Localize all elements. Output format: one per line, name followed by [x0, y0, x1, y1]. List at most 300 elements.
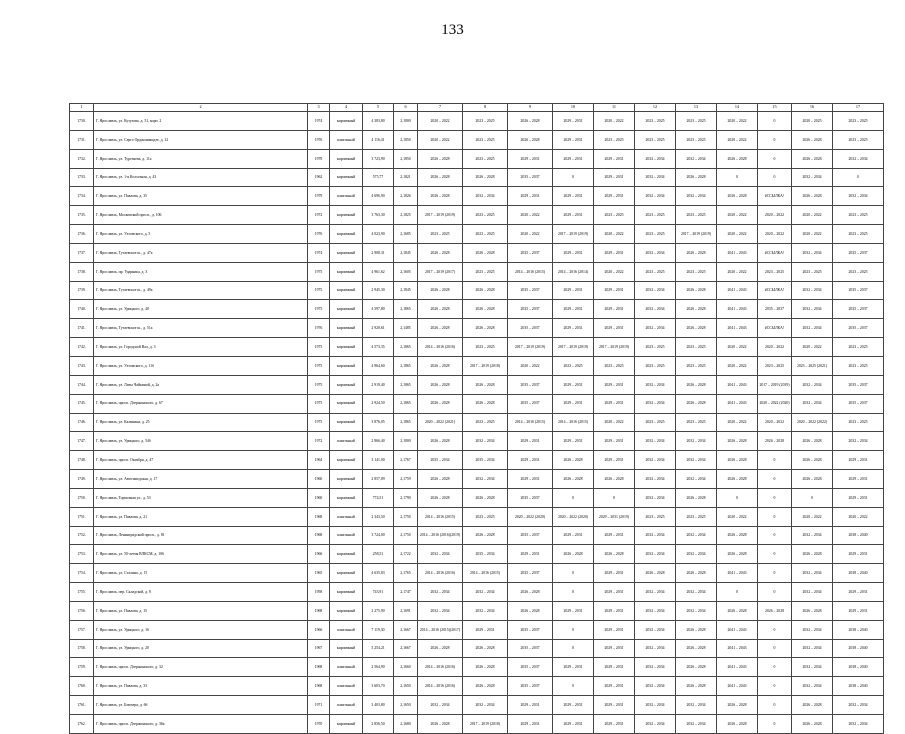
table-cell-9: 2029 – 2031	[508, 187, 553, 206]
table-cell-14: 2026 – 2028	[717, 470, 758, 489]
table-cell-7: 2032 – 2034	[418, 601, 463, 620]
table-cell-3: 1972	[308, 432, 330, 451]
table-cell-9: 2014 – 2016 (2015)	[508, 262, 553, 281]
table-cell-11: 2029 – 2031 (2019)	[594, 507, 635, 526]
table-cell-14: 2020 – 2022	[717, 356, 758, 375]
table-cell-15: 0	[758, 168, 792, 187]
table-cell-9: 2026 – 2028	[508, 130, 553, 149]
table-cell-1: 1737.	[70, 243, 94, 262]
header-cell-15: 15	[758, 104, 792, 112]
table-cell-7: 2026 – 2028	[418, 300, 463, 319]
table-cell-1: 1753.	[70, 545, 94, 564]
table-cell-3: 1966	[308, 545, 330, 564]
table-cell-8: 2023 – 2025	[463, 130, 508, 149]
table-row	[70, 696, 884, 715]
table-cell-14: 2041 – 2043	[717, 394, 758, 413]
table-row	[70, 507, 884, 526]
table-cell-13: 2032 – 2034	[676, 432, 717, 451]
table-cell-12: 2023 – 2025	[635, 338, 676, 357]
table-row	[70, 356, 884, 375]
table-cell-13: 2026 – 2028	[676, 639, 717, 658]
table-cell-7: 2020 – 2022 (2021)	[418, 413, 463, 432]
table-cell-6: 2,1750	[394, 507, 418, 526]
table-cell-10: 2026 – 2028	[553, 451, 594, 470]
table-cell-12: 2023 – 2025	[635, 507, 676, 526]
table-row	[70, 620, 884, 639]
table-cell-4: панельный	[330, 432, 363, 451]
table-cell-13: 2032 – 2034	[676, 583, 717, 602]
table-cell-13: 2032 – 2034	[676, 526, 717, 545]
table-row	[70, 545, 884, 564]
table-cell-15: 0	[758, 658, 792, 677]
table-cell-2: Г. Ярославль, Московский просп., д. 106	[94, 206, 308, 225]
table-cell-12: 2023 – 2025	[635, 130, 676, 149]
table-cell-17: 2032 – 2034	[833, 187, 884, 206]
table-cell-15: 2020 – 2022	[758, 206, 792, 225]
header-cell-11: 11	[594, 104, 635, 112]
table-cell-12: 2026 – 2028	[635, 564, 676, 583]
table-cell-16: 2026 – 2028	[792, 696, 833, 715]
table-cell-4: кирпичный	[330, 112, 363, 131]
table-cell-2: Г. Ярославль, ул. 50-летия ВЛКСМ, д. 106	[94, 545, 308, 564]
table-cell-12: 2032 – 2034	[635, 281, 676, 300]
table-cell-8: 2026 – 2028	[463, 677, 508, 696]
header-cell-12: 12	[635, 104, 676, 112]
table-cell-4: панельный	[330, 677, 363, 696]
table-cell-3: 1962	[308, 168, 330, 187]
table-cell-8: 2023 – 2025	[463, 225, 508, 244]
table-cell-15: 0	[758, 526, 792, 545]
table-cell-3: 1976	[308, 319, 330, 338]
table-row	[70, 583, 884, 602]
table-cell-13: 2023 – 2025	[676, 413, 717, 432]
table-cell-12: 2032 – 2034	[635, 677, 676, 696]
table-cell-7: 2026 – 2028	[418, 168, 463, 187]
table-cell-17: 2038 – 2040	[833, 658, 884, 677]
table-cell-7: 2032 – 2034	[418, 696, 463, 715]
table-cell-9: 2029 – 2031	[508, 470, 553, 489]
table-row	[70, 206, 884, 225]
table-cell-12: 2032 – 2034	[635, 526, 676, 545]
table-cell-3: 1965	[308, 564, 330, 583]
table-cell-7: 2026 – 2028	[418, 319, 463, 338]
table-cell-7: 2014 – 2016 (2016)	[418, 338, 463, 357]
table-cell-16: 2023 – 2025	[792, 262, 833, 281]
table-row	[70, 112, 884, 131]
table-cell-14: 2041 – 2043	[717, 319, 758, 338]
table-cell-16: 2032 – 2034	[792, 639, 833, 658]
table-cell-2: Г. Ярославль, ул. Калинина, д. 25	[94, 413, 308, 432]
table-cell-9: 2035 – 2037	[508, 639, 553, 658]
table-cell-16: 0	[792, 488, 833, 507]
table-body	[70, 104, 884, 734]
table-cell-1: 1751.	[70, 507, 94, 526]
table-cell-11: 2020 – 2022	[594, 262, 635, 281]
table-cell-11: 2023 – 2025	[594, 130, 635, 149]
table-cell-12: 2023 – 2025	[635, 413, 676, 432]
table-cell-11: 2026 – 2028	[594, 470, 635, 489]
table-cell-13: 2026 – 2028	[676, 243, 717, 262]
table-cell-6: 2,1660	[394, 658, 418, 677]
table-cell-2: Г. Ярославль, ул. Урицкого, д. 54б	[94, 432, 308, 451]
header-cell-4: 4	[330, 104, 363, 112]
table-cell-15: 0	[758, 112, 792, 131]
table-cell-12: 2032 – 2034	[635, 620, 676, 639]
table-cell-13: 2023 – 2025	[676, 507, 717, 526]
table-cell-1: 1740.	[70, 300, 94, 319]
table-cell-8: 2032 – 2034	[463, 601, 508, 620]
table-cell-3: 1972	[308, 206, 330, 225]
table-cell-14: 2041 – 2043	[717, 639, 758, 658]
table-cell-4: кирпичный	[330, 564, 363, 583]
table-cell-14: 0	[717, 488, 758, 507]
table-cell-16: 2032 – 2034	[792, 394, 833, 413]
table-cell-4: кирпичный	[330, 583, 363, 602]
table-cell-14: 2020 – 2022	[717, 338, 758, 357]
table-cell-17: 2032 – 2034	[833, 715, 884, 734]
table-cell-12: 2032 – 2034	[635, 432, 676, 451]
table-cell-8: 2035 – 2034	[463, 545, 508, 564]
table-cell-8: 2026 – 2028	[463, 300, 508, 319]
table-cell-8: 2017 – 2019 (2018)	[463, 356, 508, 375]
table-cell-6: 2,1865	[394, 394, 418, 413]
table-cell-13: 2032 – 2034	[676, 601, 717, 620]
table-cell-6: 2,1605	[394, 262, 418, 281]
table-cell-7: 2026 – 2028	[418, 394, 463, 413]
table-cell-12: 2032 – 2034	[635, 187, 676, 206]
table-cell-4: кирпичный	[330, 281, 363, 300]
table-cell-5: 3 141,00	[363, 451, 394, 470]
table-cell-11: 2029 – 2031	[594, 168, 635, 187]
header-cell-6: 6	[394, 104, 418, 112]
table-cell-16: 2032 – 2034	[792, 564, 833, 583]
table-cell-15: 0	[758, 470, 792, 489]
table-cell-14: 2041 – 2043	[717, 300, 758, 319]
table-cell-9: 2035 – 2037	[508, 281, 553, 300]
table-cell-15: 2023 – 2025	[758, 262, 792, 281]
header-cell-3: 3	[308, 104, 330, 112]
table-cell-5: 4 573,35	[363, 338, 394, 357]
table-cell-1: 1760.	[70, 677, 94, 696]
table-cell-7: 2023 – 2025	[418, 225, 463, 244]
table-cell-8: 2026 – 2028	[463, 281, 508, 300]
table-cell-7: 2026 – 2028	[418, 488, 463, 507]
table-cell-11: 2026 – 2028	[594, 545, 635, 564]
table-cell-10: 2029 – 2031	[553, 715, 594, 734]
table-cell-8: 2023 – 2025	[463, 112, 508, 131]
table-cell-3: 1975	[308, 375, 330, 394]
table-cell-8: 2014 – 2016 (2015)	[463, 564, 508, 583]
table-cell-13: 2032 – 2034	[676, 696, 717, 715]
table-cell-2: Г. Ярославль, Тутаевское ш., д. 47а	[94, 243, 308, 262]
table-cell-17: 2035 – 2037	[833, 375, 884, 394]
table-cell-6: 2,1825	[394, 206, 418, 225]
table-cell-10: 2029 – 2031	[553, 658, 594, 677]
table-cell-12: 2032 – 2034	[635, 168, 676, 187]
table-row	[70, 338, 884, 357]
table-cell-5: 3 603,70	[363, 677, 394, 696]
table-cell-17: 2038 – 2040	[833, 639, 884, 658]
table-cell-4: кирпичный	[330, 639, 363, 658]
table-cell-15: 2020 – 2022	[758, 338, 792, 357]
table-cell-5: 258,51	[363, 545, 394, 564]
table-cell-10: 2029 – 2031	[553, 243, 594, 262]
table-cell-5: 4 696,90	[363, 187, 394, 206]
table-row	[70, 432, 884, 451]
table-cell-17: 2020 – 2022	[833, 507, 884, 526]
table-row	[70, 639, 884, 658]
table-cell-2: Г. Ярославль, Ленинградский просп., д. 81	[94, 526, 308, 545]
table-cell-16: 2020 – 2022 (2022)	[792, 413, 833, 432]
table-cell-5: 4 964,60	[363, 356, 394, 375]
table-cell-3: 1966	[308, 620, 330, 639]
table-cell-14: 2020 – 2022	[717, 112, 758, 131]
table-cell-11: 0	[594, 488, 635, 507]
table-row	[70, 262, 884, 281]
table-cell-14: 2041 – 2043	[717, 677, 758, 696]
table-cell-14: 2041 – 2043	[717, 375, 758, 394]
table-cell-9: 2029 – 2031	[508, 451, 553, 470]
table-cell-10: 0	[553, 488, 594, 507]
table-cell-4: панельный	[330, 526, 363, 545]
table-cell-3: 1960	[308, 488, 330, 507]
table-cell-13: 2032 – 2034	[676, 715, 717, 734]
table-cell-4: кирпичный	[330, 394, 363, 413]
table-cell-10: 2017 – 2019 (2019)	[553, 338, 594, 357]
table-cell-5: 3 876,05	[363, 413, 394, 432]
table-cell-7: 2017 – 2019 (2019)	[418, 206, 463, 225]
table-cell-17: 2029 – 2031	[833, 470, 884, 489]
header-cell-14: 14	[717, 104, 758, 112]
table-cell-13: 2026 – 2028	[676, 375, 717, 394]
table-cell-13: 2026 – 2028	[676, 620, 717, 639]
table-cell-8: 2026 – 2028	[463, 168, 508, 187]
table-cell-11: 2029 – 2031	[594, 187, 635, 206]
header-cell-7: 7	[418, 104, 463, 112]
table-cell-9: 2017 – 2019 (2019)	[508, 338, 553, 357]
table-cell-6: 2,1685	[394, 225, 418, 244]
table-cell-9: 2014 – 2016 (2015)	[508, 413, 553, 432]
table-cell-14: 2026 – 2028	[717, 601, 758, 620]
table-cell-1: 1741.	[70, 319, 94, 338]
table-cell-6: 2,1865	[394, 375, 418, 394]
table-cell-12: 2032 – 2034	[635, 658, 676, 677]
table-cell-13: 2032 – 2034	[676, 545, 717, 564]
table-cell-12: 2032 – 2034	[635, 601, 676, 620]
table-cell-10: 2029 – 2031	[553, 375, 594, 394]
table-cell-5: 4 023,90	[363, 225, 394, 244]
table-cell-14: 0	[717, 583, 758, 602]
table-cell-8: 2023 – 2025	[463, 507, 508, 526]
table-cell-11: 2029 – 2031	[594, 526, 635, 545]
table-cell-7: 2026 – 2028	[418, 715, 463, 734]
table-cell-12: 2032 – 2034	[635, 470, 676, 489]
table-cell-7: 2026 – 2028	[418, 432, 463, 451]
table-cell-3: 1976	[308, 130, 330, 149]
table-cell-17: 2029 – 2031	[833, 488, 884, 507]
table-cell-4: кирпичный	[330, 300, 363, 319]
table-cell-4: кирпичный	[330, 243, 363, 262]
table-cell-6: 2,1845	[394, 281, 418, 300]
table-row	[70, 526, 884, 545]
table-cell-11: 2029 – 2031	[594, 601, 635, 620]
table-cell-2: Г. Ярославль, ул. Ухтомского, д. 11б	[94, 356, 308, 375]
table-cell-10: 0	[553, 639, 594, 658]
table-cell-9: 2020 – 2022 (2020)	[508, 507, 553, 526]
table-cell-7: 2014 – 2016 (2015)(2017)	[418, 620, 463, 639]
table-cell-6: 2,1765	[394, 564, 418, 583]
table-cell-9: 2026 – 2028	[508, 583, 553, 602]
registry-table	[69, 103, 884, 734]
table-cell-14: 2026 – 2028	[717, 149, 758, 168]
table-cell-4: кирпичный	[330, 470, 363, 489]
table-cell-2: Г. Ярославль, Тутаевское ш., д. 49а	[94, 281, 308, 300]
table-cell-16: 2026 – 2028	[792, 601, 833, 620]
table-cell-1: 1733.	[70, 168, 94, 187]
table-cell-12: 2032 – 2034	[635, 394, 676, 413]
table-cell-1: 1759.	[70, 658, 94, 677]
table-row	[70, 658, 884, 677]
table-cell-15: 0	[758, 488, 792, 507]
table-cell-9: 2035 – 2037	[508, 488, 553, 507]
table-cell-11: 2017 – 2019 (2019)	[594, 338, 635, 357]
table-cell-1: 1749.	[70, 470, 94, 489]
table-cell-3: 1975	[308, 338, 330, 357]
table-cell-10: 2029 – 2031	[553, 112, 594, 131]
table-cell-5: 3 724,00	[363, 526, 394, 545]
table-cell-10: 2029 – 2031	[553, 187, 594, 206]
table-cell-4: кирпичный	[330, 413, 363, 432]
table-cell-5: 4 635,83	[363, 564, 394, 583]
table-cell-6: 2,1750	[394, 526, 418, 545]
table-cell-4: кирпичный	[330, 149, 363, 168]
table-cell-6: 2,1767	[394, 451, 418, 470]
table-cell-6: 2,1722	[394, 545, 418, 564]
table-cell-12: 2032 – 2034	[635, 583, 676, 602]
table-cell-10: 0	[553, 583, 594, 602]
table-cell-2: Г. Ярославль, ул. Павлова, д. 21	[94, 507, 308, 526]
table-cell-14: 2041 – 2043	[717, 658, 758, 677]
table-cell-10: 2020 – 2022 (2020)	[553, 507, 594, 526]
table-cell-3: 1975	[308, 356, 330, 375]
table-cell-1: 1735.	[70, 206, 94, 225]
table-cell-3: 1968	[308, 677, 330, 696]
table-cell-17: 2032 – 2034	[833, 696, 884, 715]
table-cell-1: 1732.	[70, 149, 94, 168]
table-cell-16: 2020 – 2025	[792, 112, 833, 131]
table-cell-1: 1734.	[70, 187, 94, 206]
table-cell-15: 0	[758, 545, 792, 564]
table-cell-15: #ССЫЛКА!	[758, 281, 792, 300]
table-cell-7: 2026 – 2028	[418, 243, 463, 262]
table-cell-13: 2026 – 2028	[676, 319, 717, 338]
table-cell-14: 2026 – 2028	[717, 545, 758, 564]
table-cell-5: 774,51	[363, 488, 394, 507]
header-cell-1: 1	[70, 104, 94, 112]
table-cell-5: 2 924,50	[363, 394, 394, 413]
table-cell-14: 2041 – 2043	[717, 564, 758, 583]
table-cell-8: 2026 – 2028	[463, 639, 508, 658]
table-row	[70, 168, 884, 187]
table-cell-2: Г. Ярославль, Тормозная ул., д. 53	[94, 488, 308, 507]
table-cell-11: 2020 – 2022	[594, 413, 635, 432]
table-cell-11: 2023 – 2025	[594, 206, 635, 225]
table-cell-6: 2,1650	[394, 696, 418, 715]
table-cell-13: 2026 – 2028	[676, 564, 717, 583]
table-cell-16: 2032 – 2034	[792, 319, 833, 338]
table-cell-9: 2035 – 2037	[508, 564, 553, 583]
table-cell-8: 2017 – 2019 (2018)	[463, 715, 508, 734]
table-cell-13: 2032 – 2034	[676, 187, 717, 206]
table-cell-1: 1739.	[70, 281, 94, 300]
table-cell-13: 2026 – 2028	[676, 677, 717, 696]
table-cell-6: 2,1667	[394, 620, 418, 639]
table-cell-8: 2032 – 2034	[463, 187, 508, 206]
table-cell-15: #ССЫЛКА!	[758, 187, 792, 206]
table-cell-17: 2023 – 2025	[833, 206, 884, 225]
table-cell-9: 2029 – 2031	[508, 696, 553, 715]
table-cell-1: 1731.	[70, 130, 94, 149]
table-cell-7: 2026 – 2028	[418, 639, 463, 658]
table-cell-13: 2026 – 2028	[676, 281, 717, 300]
table-cell-5: 4 383,80	[363, 112, 394, 131]
table-cell-5: 2 275,90	[363, 601, 394, 620]
header-cell-8: 8	[463, 104, 508, 112]
table-cell-16: 2026 – 2028	[792, 451, 833, 470]
table-cell-15: 2023 – 2025	[758, 356, 792, 375]
table-cell-5: 4 597,80	[363, 300, 394, 319]
table-cell-6: 2,1485	[394, 319, 418, 338]
table-cell-2: Г. Ярославль, Тутаевское ш., д. 51а	[94, 319, 308, 338]
table-cell-9: 2035 – 2037	[508, 300, 553, 319]
header-cell-13: 13	[676, 104, 717, 112]
table-cell-7: 2032 – 2034	[418, 545, 463, 564]
table-cell-2: Г. Ярославль, ул. Павлова, д. 15	[94, 601, 308, 620]
table-cell-3: 1971	[308, 696, 330, 715]
header-cell-5: 5	[363, 104, 394, 112]
table-cell-8: 2026 – 2028	[463, 394, 508, 413]
table-cell-15: 2020 – 2022	[758, 225, 792, 244]
table-cell-3: 1958	[308, 583, 330, 602]
table-cell-4: кирпичный	[330, 262, 363, 281]
table-cell-4: кирпичный	[330, 225, 363, 244]
table-cell-11: 2029 – 2031	[594, 300, 635, 319]
table-cell-9: 2020 – 2022	[508, 206, 553, 225]
table-cell-3: 1979	[308, 187, 330, 206]
table-cell-14: 2020 – 2022	[717, 225, 758, 244]
table-row	[70, 243, 884, 262]
header-cell-9: 9	[508, 104, 553, 112]
table-cell-15: #ССЫЛКА!	[758, 319, 792, 338]
table-cell-14: 2026 – 2028	[717, 187, 758, 206]
table-cell-16: 2032 – 2034	[792, 620, 833, 639]
header-cell-16: 16	[792, 104, 833, 112]
table-cell-16: 2026 – 2028	[792, 149, 833, 168]
table-cell-12: 2023 – 2025	[635, 262, 676, 281]
table-cell-8: 2023 – 2025	[463, 338, 508, 357]
table-cell-15: 0	[758, 715, 792, 734]
table-cell-17: 2023 – 2025	[833, 262, 884, 281]
table-cell-6: 2,1850	[394, 149, 418, 168]
table-cell-1: 1743.	[70, 356, 94, 375]
table-cell-6: 2,1865	[394, 356, 418, 375]
table-cell-1: 1750.	[70, 488, 94, 507]
table-cell-5: 7 119,30	[363, 620, 394, 639]
table-cell-2: Г. Ярославль, ул. Урицкого, д. 20	[94, 639, 308, 658]
table-cell-5: 3 403,80	[363, 696, 394, 715]
table-cell-5: 2 919,40	[363, 375, 394, 394]
table-cell-2: Г. Ярославль, ул. Тургенева, д. 11а	[94, 149, 308, 168]
